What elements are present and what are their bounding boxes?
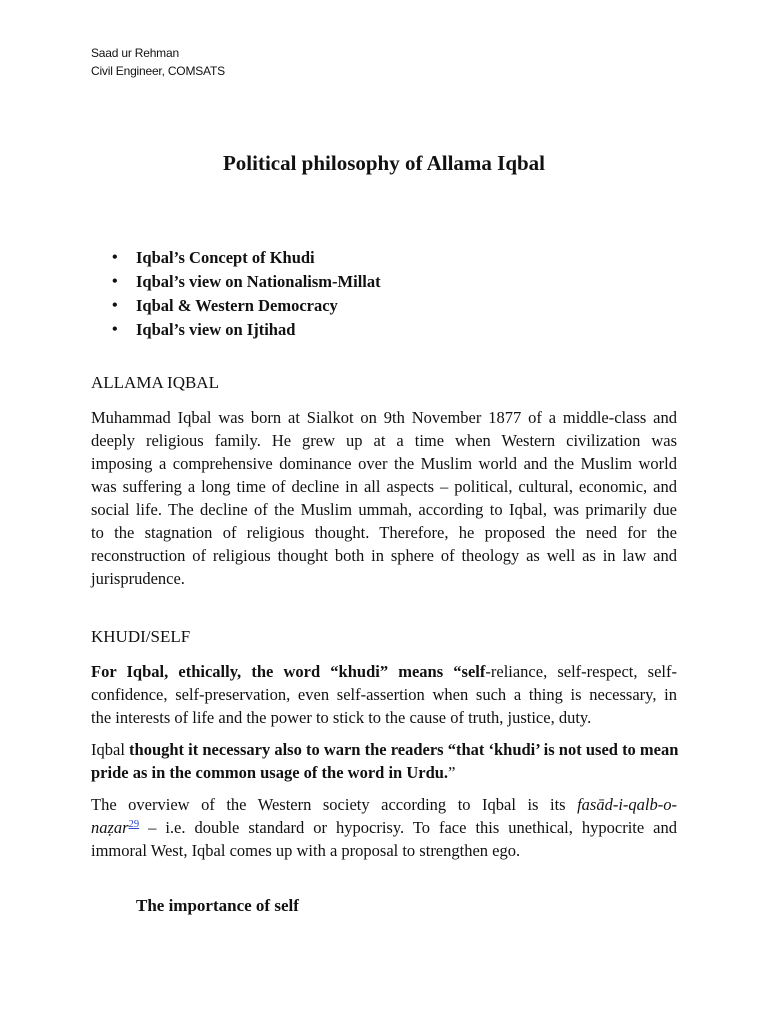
paragraph-line	[91, 761, 677, 784]
paragraph-line	[91, 793, 677, 816]
topic-list-item: • Iqbal & Western Democracy	[107, 294, 381, 318]
author-affiliation: Civil Engineer, COMSATS	[91, 64, 225, 78]
section-heading-khudi: KHUDI/SELF	[91, 627, 191, 646]
footnote-link[interactable]: 29	[128, 819, 140, 830]
paragraph-line: the interests of life and the power to stick to the cause of truth, justice, duty.	[91, 708, 592, 727]
author-block	[91, 44, 225, 80]
subheading-importance-of-self: The importance of self	[136, 896, 299, 915]
plain-text: – i.e. double standard or hypocrisy. To face this unethical, hypocrite and	[139, 818, 677, 837]
paragraph-line: deeply religious family. He grew up at a time when Western civilization was	[91, 431, 677, 450]
topic-list-item: • Iqbal’s Concept of Khudi	[107, 246, 381, 270]
topic-list-item: • Iqbal’s view on Nationalism-Millat	[107, 270, 381, 294]
paragraph-khudi-warning	[91, 738, 677, 784]
author-name: Saad ur Rehman	[91, 46, 179, 60]
paragraph-line: confidence, self-preservation, even self-assertion when such a thing is necessary, in	[91, 685, 677, 704]
paragraph-line: immoral West, Iqbal comes up with a proposal to strengthen ego.	[91, 841, 521, 860]
plain-text: Iqbal	[91, 740, 130, 759]
paragraph-line: jurisprudence.	[91, 569, 185, 588]
plain-text: -reliance, self-respect, self-	[485, 662, 677, 681]
paragraph-line: was suffering a long time of decline in all aspects – political, cultural, economic, and	[91, 477, 677, 496]
paragraph-line	[91, 660, 677, 683]
topic-list	[107, 246, 381, 342]
bold-text: pride as in the common usage of the word in Urdu.	[91, 763, 449, 782]
bold-text: thought it necessary also to warn the readers “that ‘khudi’ is not used to mean	[129, 740, 679, 759]
bold-text: For Iqbal, ethically, the word “khudi” means “self	[91, 662, 486, 681]
section-heading-allama-iqbal: ALLAMA IQBAL	[91, 373, 219, 392]
paragraph-line: imposing a comprehensive dominance over the Muslim world and the Muslim world	[91, 454, 677, 473]
paragraph-western-society	[91, 793, 677, 862]
paragraph-khudi-definition	[91, 660, 677, 729]
paragraph-line: reconstruction of religious thought both in sphere of theology as well as in law and	[91, 546, 677, 565]
paragraph-line	[91, 738, 677, 761]
paragraph-line	[91, 816, 677, 839]
topic-list-item: • Iqbal’s view on Ijtihad	[107, 318, 381, 342]
italic-term: fasād-i-qalb-o-	[577, 795, 677, 814]
plain-text: ”	[448, 763, 456, 782]
document-title: Political philosophy of Allama Iqbal	[222, 151, 546, 175]
italic-term: naẓar	[91, 818, 129, 837]
paragraph-line: to the stagnation of religious thought. Therefore, he proposed the need for the	[91, 523, 677, 542]
paragraph-line: social life. The decline of the Muslim ummah, according to Iqbal, was primarily due	[91, 500, 677, 519]
plain-text: The overview of the Western society according to Iqbal is its	[91, 795, 578, 814]
paragraph-line: Muhammad Iqbal was born at Sialkot on 9th November 1877 of a middle-class and	[91, 408, 677, 427]
paragraph-biography	[91, 406, 677, 590]
